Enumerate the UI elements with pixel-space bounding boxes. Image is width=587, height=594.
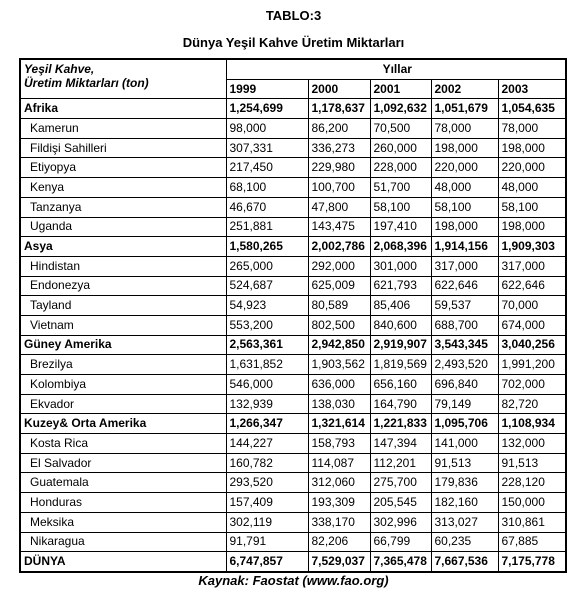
country-row [20,394,566,414]
row-label: Kuzey& Orta Amerika [20,414,226,434]
value-cell: 1,819,569 [370,355,431,375]
value-cell: 1,092,632 [370,99,431,119]
value-cell: 1,221,833 [370,414,431,434]
region-row [20,335,566,355]
corner-header-line1: Yeşil Kahve, [24,62,95,76]
value-cell: 60,235 [431,532,498,552]
value-cell: 143,475 [308,217,370,237]
table-body [20,99,566,572]
value-cell: 54,923 [226,296,308,316]
value-cell: 114,087 [308,453,370,473]
value-cell: 138,030 [308,394,370,414]
country-row [20,276,566,296]
value-cell: 91,513 [431,453,498,473]
value-cell: 7,175,778 [498,552,566,572]
country-row [20,453,566,473]
country-row [20,296,566,316]
value-cell: 68,100 [226,178,308,198]
row-label: El Salvador [20,453,226,473]
value-cell: 702,000 [498,375,566,395]
value-cell: 2,563,361 [226,335,308,355]
value-cell: 1,095,706 [431,414,498,434]
row-label: Kamerun [20,119,226,139]
year-header: 2002 [431,79,498,99]
value-cell: 3,040,256 [498,335,566,355]
row-label: Asya [20,237,226,257]
value-cell: 47,800 [308,197,370,217]
value-cell: 51,700 [370,178,431,198]
value-cell: 86,200 [308,119,370,139]
value-cell: 132,000 [498,434,566,454]
value-cell: 198,000 [431,138,498,158]
value-cell: 157,409 [226,493,308,513]
value-cell: 6,747,857 [226,552,308,572]
row-label: Brezilya [20,355,226,375]
value-cell: 317,000 [431,256,498,276]
value-cell: 7,667,536 [431,552,498,572]
row-label: Tayland [20,296,226,316]
value-cell: 79,149 [431,394,498,414]
value-cell: 302,119 [226,512,308,532]
value-cell: 58,100 [370,197,431,217]
value-cell: 100,700 [308,178,370,198]
value-cell: 58,100 [431,197,498,217]
country-row [20,355,566,375]
value-cell: 1,903,562 [308,355,370,375]
value-cell: 228,120 [498,473,566,493]
row-label: Fildişi Sahilleri [20,138,226,158]
value-cell: 317,000 [498,256,566,276]
value-cell: 696,840 [431,375,498,395]
value-cell: 205,545 [370,493,431,513]
value-cell: 1,631,852 [226,355,308,375]
region-row [20,99,566,119]
table-title: Dünya Yeşil Kahve Üretim Miktarları [182,35,405,50]
value-cell: 91,513 [498,453,566,473]
row-label: Afrika [20,99,226,119]
value-cell: 302,996 [370,512,431,532]
value-cell: 2,002,786 [308,237,370,257]
coffee-production-table [19,58,567,573]
row-label: Etiyopya [20,158,226,178]
value-cell: 48,000 [431,178,498,198]
value-cell: 66,799 [370,532,431,552]
value-cell: 622,646 [431,276,498,296]
source-note: Kaynak: Faostat (www.fao.org) [198,573,389,588]
country-row [20,434,566,454]
value-cell: 85,406 [370,296,431,316]
value-cell: 1,580,265 [226,237,308,257]
value-cell: 2,919,907 [370,335,431,355]
row-label: Güney Amerika [20,335,226,355]
value-cell: 674,000 [498,315,566,335]
row-label: Uganda [20,217,226,237]
value-cell: 228,000 [370,158,431,178]
value-cell: 58,100 [498,197,566,217]
value-cell: 546,000 [226,375,308,395]
value-cell: 301,000 [370,256,431,276]
value-cell: 265,000 [226,256,308,276]
value-cell: 198,000 [498,217,566,237]
value-cell: 2,942,850 [308,335,370,355]
value-cell: 2,068,396 [370,237,431,257]
country-row [20,493,566,513]
value-cell: 656,160 [370,375,431,395]
country-row [20,315,566,335]
value-cell: 59,537 [431,296,498,316]
value-cell: 193,309 [308,493,370,513]
row-label: Nikaragua [20,532,226,552]
year-header: 2003 [498,79,566,99]
value-cell: 46,670 [226,197,308,217]
value-cell: 229,980 [308,158,370,178]
value-cell: 1,991,200 [498,355,566,375]
value-cell: 307,331 [226,138,308,158]
value-cell: 622,646 [498,276,566,296]
value-cell: 198,000 [498,138,566,158]
value-cell: 293,520 [226,473,308,493]
years-header: Yıllar [226,59,566,79]
country-row [20,512,566,532]
country-row [20,217,566,237]
row-label: DÜNYA [20,552,226,572]
value-cell: 1,266,347 [226,414,308,434]
corner-header-line2: Üretim Miktarları (ton) [24,76,149,90]
value-cell: 179,836 [431,473,498,493]
value-cell: 636,000 [308,375,370,395]
value-cell: 67,885 [498,532,566,552]
corner-header [20,59,226,99]
row-label: Hindistan [20,256,226,276]
row-label: Kosta Rica [20,434,226,454]
value-cell: 338,170 [308,512,370,532]
year-header: 2001 [370,79,431,99]
value-cell: 144,227 [226,434,308,454]
value-cell: 164,790 [370,394,431,414]
value-cell: 7,365,478 [370,552,431,572]
country-row [20,158,566,178]
value-cell: 802,500 [308,315,370,335]
value-cell: 198,000 [431,217,498,237]
value-cell: 1,054,635 [498,99,566,119]
value-cell: 82,720 [498,394,566,414]
row-label: Endonezya [20,276,226,296]
country-row [20,473,566,493]
value-cell: 1,108,934 [498,414,566,434]
value-cell: 524,687 [226,276,308,296]
value-cell: 313,027 [431,512,498,532]
value-cell: 292,000 [308,256,370,276]
value-cell: 70,500 [370,119,431,139]
value-cell: 78,000 [498,119,566,139]
value-cell: 98,000 [226,119,308,139]
value-cell: 91,791 [226,532,308,552]
value-cell: 150,000 [498,493,566,513]
value-cell: 217,450 [226,158,308,178]
row-label: Meksika [20,512,226,532]
value-cell: 48,000 [498,178,566,198]
value-cell: 251,881 [226,217,308,237]
value-cell: 336,273 [308,138,370,158]
country-row [20,138,566,158]
value-cell: 132,939 [226,394,308,414]
value-cell: 141,000 [431,434,498,454]
year-header: 2000 [308,79,370,99]
value-cell: 1,178,637 [308,99,370,119]
row-label: Vietnam [20,315,226,335]
country-row [20,375,566,395]
value-cell: 260,000 [370,138,431,158]
region-row [20,237,566,257]
value-cell: 220,000 [431,158,498,178]
value-cell: 1,321,614 [308,414,370,434]
value-cell: 275,700 [370,473,431,493]
value-cell: 840,600 [370,315,431,335]
value-cell: 553,200 [226,315,308,335]
value-cell: 82,206 [308,532,370,552]
year-header: 1999 [226,79,308,99]
value-cell: 78,000 [431,119,498,139]
country-row [20,197,566,217]
value-cell: 1,051,679 [431,99,498,119]
value-cell: 197,410 [370,217,431,237]
value-cell: 7,529,037 [308,552,370,572]
value-cell: 310,861 [498,512,566,532]
country-row [20,256,566,276]
value-cell: 70,000 [498,296,566,316]
region-row [20,552,566,572]
value-cell: 1,254,699 [226,99,308,119]
value-cell: 220,000 [498,158,566,178]
value-cell: 182,160 [431,493,498,513]
value-cell: 158,793 [308,434,370,454]
country-row [20,178,566,198]
value-cell: 3,543,345 [431,335,498,355]
value-cell: 1,909,303 [498,237,566,257]
value-cell: 625,009 [308,276,370,296]
value-cell: 621,793 [370,276,431,296]
row-label: Ekvador [20,394,226,414]
row-label: Tanzanya [20,197,226,217]
value-cell: 1,914,156 [431,237,498,257]
value-cell: 160,782 [226,453,308,473]
row-label: Kolombiya [20,375,226,395]
country-row [20,119,566,139]
row-label: Kenya [20,178,226,198]
value-cell: 80,589 [308,296,370,316]
table-number: TABLO:3 [265,8,322,23]
row-label: Honduras [20,493,226,513]
value-cell: 112,201 [370,453,431,473]
region-row [20,414,566,434]
value-cell: 147,394 [370,434,431,454]
country-row [20,532,566,552]
value-cell: 688,700 [431,315,498,335]
value-cell: 2,493,520 [431,355,498,375]
row-label: Guatemala [20,473,226,493]
value-cell: 312,060 [308,473,370,493]
